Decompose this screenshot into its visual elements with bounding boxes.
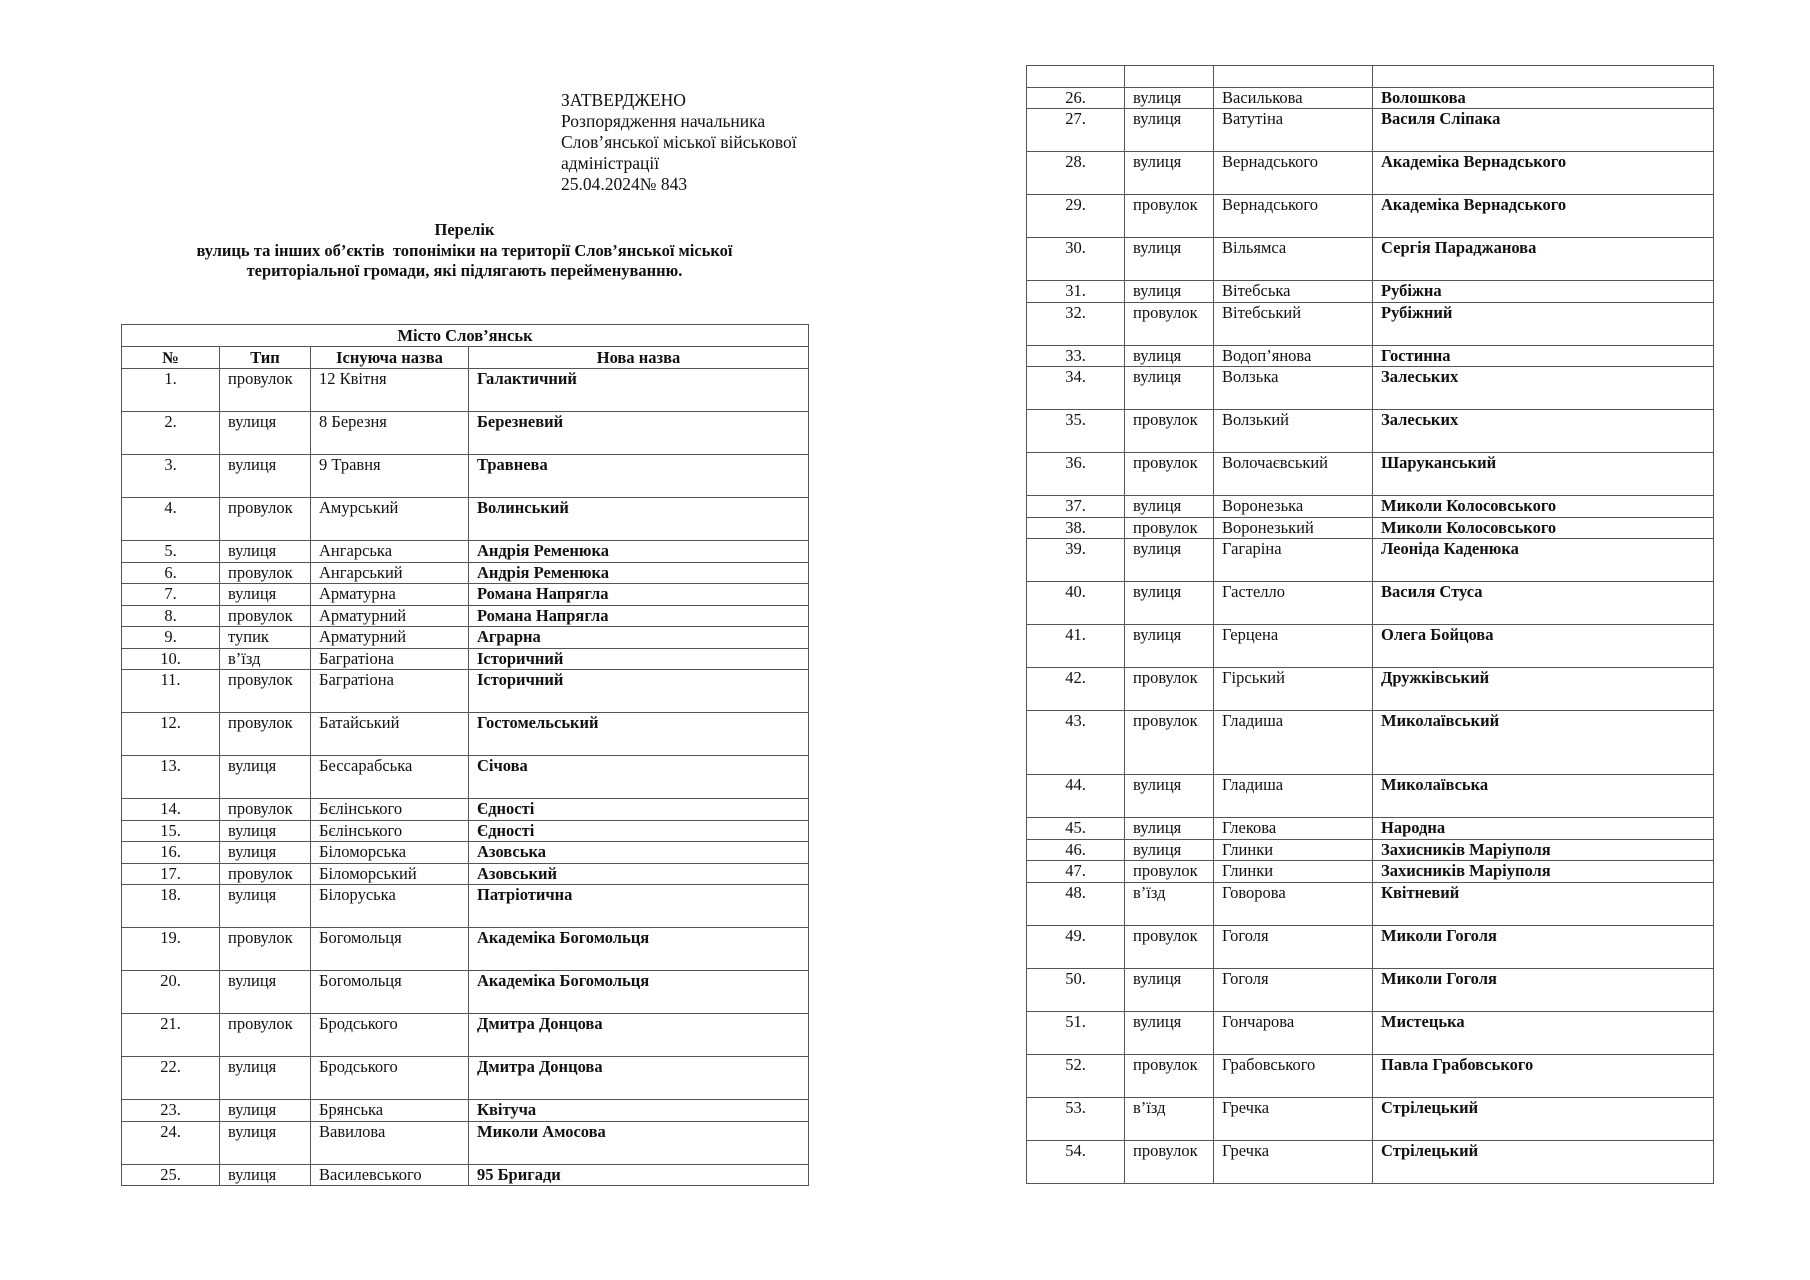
cell-new-name: Гостомельський	[469, 713, 809, 756]
streets-table-page-2	[1026, 65, 1714, 1184]
cell-number: 21.	[122, 1014, 220, 1057]
cell-new-name: Романа Напрягла	[469, 584, 809, 606]
cell-existing-name: Гончарова	[1214, 1011, 1373, 1054]
cell-existing-name: Ангарський	[311, 562, 469, 584]
cell-new-name: Травнева	[469, 455, 809, 498]
table-row	[1027, 582, 1714, 625]
cell-number: 10.	[122, 648, 220, 670]
cell-type: провулок	[1125, 517, 1214, 539]
cell-number: 17.	[122, 863, 220, 885]
table-row	[122, 756, 809, 799]
table-row	[122, 670, 809, 713]
cell-type: провулок	[1125, 1140, 1214, 1183]
cell-existing-name: 9 Травня	[311, 455, 469, 498]
cell-type: провулок	[220, 498, 311, 541]
cell-number: 37.	[1027, 496, 1125, 518]
cell-new-name: Дмитра Донцова	[469, 1014, 809, 1057]
cell-number: 19.	[122, 928, 220, 971]
cell-type: провулок	[1125, 711, 1214, 775]
cell-number: 45.	[1027, 818, 1125, 840]
cell-type: вулиця	[220, 412, 311, 455]
title-line: Перелік	[434, 220, 495, 239]
table-body	[122, 369, 809, 1186]
table-row	[1027, 625, 1714, 668]
cell-number: 34.	[1027, 367, 1125, 410]
cell-number: 8.	[122, 605, 220, 627]
cell-existing-name: Гречка	[1214, 1097, 1373, 1140]
cell-existing-name: Воронезька	[1214, 496, 1373, 518]
cell-new-name: Квітуча	[469, 1100, 809, 1122]
approval-line: Слов’янської міської військової	[561, 132, 797, 152]
cell-number: 25.	[122, 1164, 220, 1186]
cell-existing-name: Ангарська	[311, 541, 469, 563]
table-row	[1027, 539, 1714, 582]
table-row	[1027, 367, 1714, 410]
cell-new-name: Народна	[1373, 818, 1714, 840]
cell-type: провулок	[1125, 861, 1214, 883]
cell-existing-name: Гречка	[1214, 1140, 1373, 1183]
table-row	[122, 541, 809, 563]
table-row	[122, 1164, 809, 1186]
cell-new-name: Шаруканський	[1373, 453, 1714, 496]
cell-existing-name: Василевського	[311, 1164, 469, 1186]
cell-existing-name: Гагаріна	[1214, 539, 1373, 582]
cell-existing-name: Бродського	[311, 1057, 469, 1100]
approval-line: ЗАТВЕРДЖЕНО	[561, 90, 686, 110]
cell-new-name: Азовська	[469, 842, 809, 864]
cell-new-name: Єдності	[469, 799, 809, 821]
cell-number: 2.	[122, 412, 220, 455]
cell-type: вулиця	[1125, 345, 1214, 367]
column-header-existing-name: Існуюча назва	[311, 347, 469, 369]
cell-type: провулок	[220, 713, 311, 756]
cell-number: 5.	[122, 541, 220, 563]
cell-number: 42.	[1027, 668, 1125, 711]
cell-type: провулок	[1125, 195, 1214, 238]
cell-existing-name: Гірський	[1214, 668, 1373, 711]
cell-existing-name: Вернадського	[1214, 195, 1373, 238]
table-row	[1027, 882, 1714, 925]
table-row	[122, 1121, 809, 1164]
cell-existing-name: Волочаєвський	[1214, 453, 1373, 496]
cell-type: вулиця	[220, 1164, 311, 1186]
cell-existing-name: Глинки	[1214, 839, 1373, 861]
cell-type: провулок	[1125, 925, 1214, 968]
cell-existing-name: Богомольця	[311, 928, 469, 971]
cell-number: 6.	[122, 562, 220, 584]
table-row	[1027, 1140, 1714, 1183]
table-row	[122, 863, 809, 885]
cell-new-name: Рубіжний	[1373, 302, 1714, 345]
cell-type: провулок	[220, 799, 311, 821]
table-row	[122, 799, 809, 821]
cell-number: 29.	[1027, 195, 1125, 238]
cell-existing-name: Багратіона	[311, 648, 469, 670]
cell-existing-name: Бєлінського	[311, 799, 469, 821]
cell-type: вулиця	[1125, 775, 1214, 818]
cell-new-name: Павла Грабовського	[1373, 1054, 1714, 1097]
cell-existing-name: Амурський	[311, 498, 469, 541]
cell-existing-name: Бєлінського	[311, 820, 469, 842]
cell-existing-name: Гладиша	[1214, 711, 1373, 775]
cell-empty	[1125, 66, 1214, 88]
cell-type: вулиця	[1125, 238, 1214, 281]
cell-existing-name: Арматурна	[311, 584, 469, 606]
cell-number: 12.	[122, 713, 220, 756]
cell-new-name: Захисників Маріуполя	[1373, 839, 1714, 861]
cell-number: 54.	[1027, 1140, 1125, 1183]
cell-new-name: Академіка Богомольця	[469, 971, 809, 1014]
cell-existing-name: Вітебський	[1214, 302, 1373, 345]
table-row	[122, 713, 809, 756]
cell-number: 20.	[122, 971, 220, 1014]
table-row	[122, 584, 809, 606]
cell-existing-name: Вернадського	[1214, 152, 1373, 195]
cell-number: 16.	[122, 842, 220, 864]
table-row	[122, 971, 809, 1014]
cell-type: вулиця	[220, 455, 311, 498]
table-row	[1027, 925, 1714, 968]
cell-new-name: Миколи Гоголя	[1373, 968, 1714, 1011]
cell-new-name: Патріотична	[469, 885, 809, 928]
cell-type: вулиця	[220, 756, 311, 799]
cell-number: 14.	[122, 799, 220, 821]
cell-type: вулиця	[220, 820, 311, 842]
cell-existing-name: Біломорський	[311, 863, 469, 885]
cell-number: 49.	[1027, 925, 1125, 968]
cell-new-name: Академіка Богомольця	[469, 928, 809, 971]
cell-type: в’їзд	[1125, 882, 1214, 925]
cell-type: провулок	[1125, 668, 1214, 711]
table-row-empty	[1027, 66, 1714, 88]
cell-type: вулиця	[220, 1121, 311, 1164]
title-line: територіальної громади, які підлягають перейменуванню.	[246, 261, 683, 280]
cell-number: 36.	[1027, 453, 1125, 496]
cell-existing-name: Глинки	[1214, 861, 1373, 883]
table-row	[1027, 152, 1714, 195]
cell-new-name: Миколаївська	[1373, 775, 1714, 818]
table-row	[122, 928, 809, 971]
table-row	[1027, 345, 1714, 367]
cell-empty	[1027, 66, 1125, 88]
cell-type: вулиця	[220, 1057, 311, 1100]
cell-existing-name: Волзький	[1214, 410, 1373, 453]
cell-new-name: Дружківський	[1373, 668, 1714, 711]
cell-number: 18.	[122, 885, 220, 928]
cell-existing-name: 8 Березня	[311, 412, 469, 455]
cell-number: 48.	[1027, 882, 1125, 925]
cell-number: 41.	[1027, 625, 1125, 668]
cell-new-name: Єдності	[469, 820, 809, 842]
cell-existing-name: Багратіона	[311, 670, 469, 713]
cell-number: 9.	[122, 627, 220, 649]
table-row	[1027, 410, 1714, 453]
cell-type: вулиця	[1125, 109, 1214, 152]
table-row	[122, 842, 809, 864]
cell-number: 11.	[122, 670, 220, 713]
cell-new-name: Захисників Маріуполя	[1373, 861, 1714, 883]
table-row	[1027, 195, 1714, 238]
cell-type: вулиця	[1125, 582, 1214, 625]
cell-empty	[1373, 66, 1714, 88]
cell-type: провулок	[1125, 1054, 1214, 1097]
cell-new-name: Василя Стуса	[1373, 582, 1714, 625]
cell-existing-name: Воронезький	[1214, 517, 1373, 539]
table-row	[122, 885, 809, 928]
cell-existing-name: Богомольця	[311, 971, 469, 1014]
cell-type: провулок	[220, 562, 311, 584]
cell-type: провулок	[220, 863, 311, 885]
cell-number: 32.	[1027, 302, 1125, 345]
cell-existing-name: Біломорська	[311, 842, 469, 864]
cell-new-name: Аграрна	[469, 627, 809, 649]
cell-type: вулиця	[220, 1100, 311, 1122]
cell-existing-name: Гастелло	[1214, 582, 1373, 625]
cell-type: провулок	[1125, 410, 1214, 453]
cell-type: вулиця	[1125, 152, 1214, 195]
table-row	[1027, 839, 1714, 861]
cell-new-name: Василя Сліпака	[1373, 109, 1714, 152]
cell-type: вулиця	[1125, 496, 1214, 518]
cell-type: вулиця	[220, 584, 311, 606]
cell-number: 22.	[122, 1057, 220, 1100]
column-header-number: №	[122, 347, 220, 369]
cell-number: 46.	[1027, 839, 1125, 861]
table-row	[1027, 302, 1714, 345]
cell-existing-name: Білоруська	[311, 885, 469, 928]
table-row	[122, 562, 809, 584]
cell-new-name: Миколи Колосовського	[1373, 496, 1714, 518]
cell-number: 51.	[1027, 1011, 1125, 1054]
approval-block	[561, 90, 797, 195]
cell-new-name: Андрія Ременюка	[469, 541, 809, 563]
cell-new-name: Волинський	[469, 498, 809, 541]
cell-new-name: Стрілецький	[1373, 1097, 1714, 1140]
table-row	[122, 820, 809, 842]
table-row	[122, 455, 809, 498]
cell-new-name: Миколи Гоголя	[1373, 925, 1714, 968]
cell-existing-name: Гладиша	[1214, 775, 1373, 818]
cell-empty	[1214, 66, 1373, 88]
cell-new-name: Миколаївський	[1373, 711, 1714, 775]
cell-new-name: Олега Бойцова	[1373, 625, 1714, 668]
cell-number: 40.	[1027, 582, 1125, 625]
cell-number: 47.	[1027, 861, 1125, 883]
cell-number: 28.	[1027, 152, 1125, 195]
table-row	[122, 605, 809, 627]
cell-number: 38.	[1027, 517, 1125, 539]
cell-number: 1.	[122, 369, 220, 412]
cell-new-name: Академіка Вернадського	[1373, 195, 1714, 238]
cell-type: вулиця	[220, 541, 311, 563]
cell-type: вулиця	[1125, 281, 1214, 303]
cell-type: вулиця	[1125, 539, 1214, 582]
cell-type: тупик	[220, 627, 311, 649]
cell-new-name: Миколи Амосова	[469, 1121, 809, 1164]
cell-new-name: Сергія Параджанова	[1373, 238, 1714, 281]
cell-number: 35.	[1027, 410, 1125, 453]
cell-new-name: Андрія Ременюка	[469, 562, 809, 584]
cell-new-name: Академіка Вернадського	[1373, 152, 1714, 195]
cell-type: вулиця	[220, 971, 311, 1014]
cell-existing-name: Ватутіна	[1214, 109, 1373, 152]
cell-existing-name: Водоп’янова	[1214, 345, 1373, 367]
cell-existing-name: Василькова	[1214, 87, 1373, 109]
cell-new-name: Рубіжна	[1373, 281, 1714, 303]
table-row	[1027, 711, 1714, 775]
table-row	[1027, 496, 1714, 518]
cell-existing-name: Вавилова	[311, 1121, 469, 1164]
column-header-new-name: Нова назва	[469, 347, 809, 369]
cell-number: 39.	[1027, 539, 1125, 582]
cell-type: вулиця	[220, 885, 311, 928]
cell-new-name: Миколи Колосовського	[1373, 517, 1714, 539]
table-row	[122, 627, 809, 649]
cell-existing-name: Арматурний	[311, 627, 469, 649]
cell-new-name: Мистецька	[1373, 1011, 1714, 1054]
cell-new-name: Березневий	[469, 412, 809, 455]
table-row	[122, 498, 809, 541]
table-row	[122, 1014, 809, 1057]
table-row	[1027, 281, 1714, 303]
cell-existing-name: Глекова	[1214, 818, 1373, 840]
cell-type: вулиця	[1125, 625, 1214, 668]
cell-existing-name: Вітебська	[1214, 281, 1373, 303]
cell-type: вулиця	[1125, 367, 1214, 410]
table-row	[1027, 109, 1714, 152]
cell-number: 4.	[122, 498, 220, 541]
cell-existing-name: Брянська	[311, 1100, 469, 1122]
cell-new-name: Квітневий	[1373, 882, 1714, 925]
city-header: Місто Слов’янськ	[122, 325, 809, 347]
cell-existing-name: Гоголя	[1214, 968, 1373, 1011]
cell-number: 53.	[1027, 1097, 1125, 1140]
cell-type: вулиця	[1125, 87, 1214, 109]
cell-new-name: Залеських	[1373, 410, 1714, 453]
table-row	[122, 412, 809, 455]
cell-new-name: Азовський	[469, 863, 809, 885]
document-title	[121, 220, 808, 282]
cell-new-name: Дмитра Донцова	[469, 1057, 809, 1100]
cell-new-name: Історичний	[469, 648, 809, 670]
table-row	[1027, 453, 1714, 496]
table-row	[122, 369, 809, 412]
cell-existing-name: Гоголя	[1214, 925, 1373, 968]
cell-existing-name: Говорова	[1214, 882, 1373, 925]
cell-number: 27.	[1027, 109, 1125, 152]
cell-number: 31.	[1027, 281, 1125, 303]
cell-type: провулок	[220, 1014, 311, 1057]
cell-type: провулок	[220, 369, 311, 412]
table-row	[1027, 668, 1714, 711]
cell-type: вулиця	[1125, 818, 1214, 840]
cell-existing-name: Бессарабська	[311, 756, 469, 799]
cell-number: 13.	[122, 756, 220, 799]
cell-existing-name: Арматурний	[311, 605, 469, 627]
table-row	[122, 648, 809, 670]
cell-new-name: Романа Напрягла	[469, 605, 809, 627]
cell-number: 23.	[122, 1100, 220, 1122]
cell-type: провулок	[1125, 302, 1214, 345]
table-row	[1027, 818, 1714, 840]
cell-type: провулок	[220, 605, 311, 627]
column-header-type: Тип	[220, 347, 311, 369]
cell-existing-name: Батайський	[311, 713, 469, 756]
title-line: вулиць та інших об’єктів топоніміки на території Слов’янської міської	[196, 240, 733, 260]
cell-new-name: 95 Бригади	[469, 1164, 809, 1186]
table-row	[1027, 861, 1714, 883]
cell-new-name: Історичний	[469, 670, 809, 713]
table-row	[1027, 1097, 1714, 1140]
cell-existing-name: Герцена	[1214, 625, 1373, 668]
cell-new-name: Гостинна	[1373, 345, 1714, 367]
cell-type: вулиця	[1125, 968, 1214, 1011]
cell-type: в’їзд	[1125, 1097, 1214, 1140]
cell-number: 30.	[1027, 238, 1125, 281]
cell-new-name: Стрілецький	[1373, 1140, 1714, 1183]
table-row	[1027, 1054, 1714, 1097]
cell-new-name: Галактичний	[469, 369, 809, 412]
cell-number: 26.	[1027, 87, 1125, 109]
cell-type: в’їзд	[220, 648, 311, 670]
table-body	[1027, 66, 1714, 1184]
cell-existing-name: 12 Квітня	[311, 369, 469, 412]
table-row	[1027, 87, 1714, 109]
cell-type: вулиця	[1125, 839, 1214, 861]
cell-type: провулок	[1125, 453, 1214, 496]
cell-number: 52.	[1027, 1054, 1125, 1097]
cell-type: провулок	[220, 928, 311, 971]
approval-line: Розпорядження начальника	[561, 111, 766, 131]
cell-number: 33.	[1027, 345, 1125, 367]
table-row	[1027, 238, 1714, 281]
cell-type: вулиця	[220, 842, 311, 864]
cell-new-name: Волошкова	[1373, 87, 1714, 109]
approval-date-number: 25.04.2024№ 843	[561, 174, 688, 194]
cell-type: вулиця	[1125, 1011, 1214, 1054]
streets-table-page-1	[121, 324, 809, 1186]
cell-number: 50.	[1027, 968, 1125, 1011]
cell-new-name: Січова	[469, 756, 809, 799]
table-row	[122, 1057, 809, 1100]
cell-number: 3.	[122, 455, 220, 498]
cell-new-name: Залеських	[1373, 367, 1714, 410]
cell-existing-name: Вільямса	[1214, 238, 1373, 281]
cell-number: 43.	[1027, 711, 1125, 775]
cell-number: 44.	[1027, 775, 1125, 818]
table-row	[1027, 968, 1714, 1011]
table-row	[1027, 775, 1714, 818]
table-row	[1027, 1011, 1714, 1054]
cell-type: провулок	[220, 670, 311, 713]
cell-number: 7.	[122, 584, 220, 606]
table-row	[1027, 517, 1714, 539]
cell-existing-name: Бродського	[311, 1014, 469, 1057]
table-row	[122, 1100, 809, 1122]
cell-new-name: Леоніда Каденюка	[1373, 539, 1714, 582]
cell-existing-name: Волзька	[1214, 367, 1373, 410]
cell-existing-name: Грабовського	[1214, 1054, 1373, 1097]
cell-number: 15.	[122, 820, 220, 842]
approval-line: адміністрації	[561, 153, 660, 173]
cell-number: 24.	[122, 1121, 220, 1164]
